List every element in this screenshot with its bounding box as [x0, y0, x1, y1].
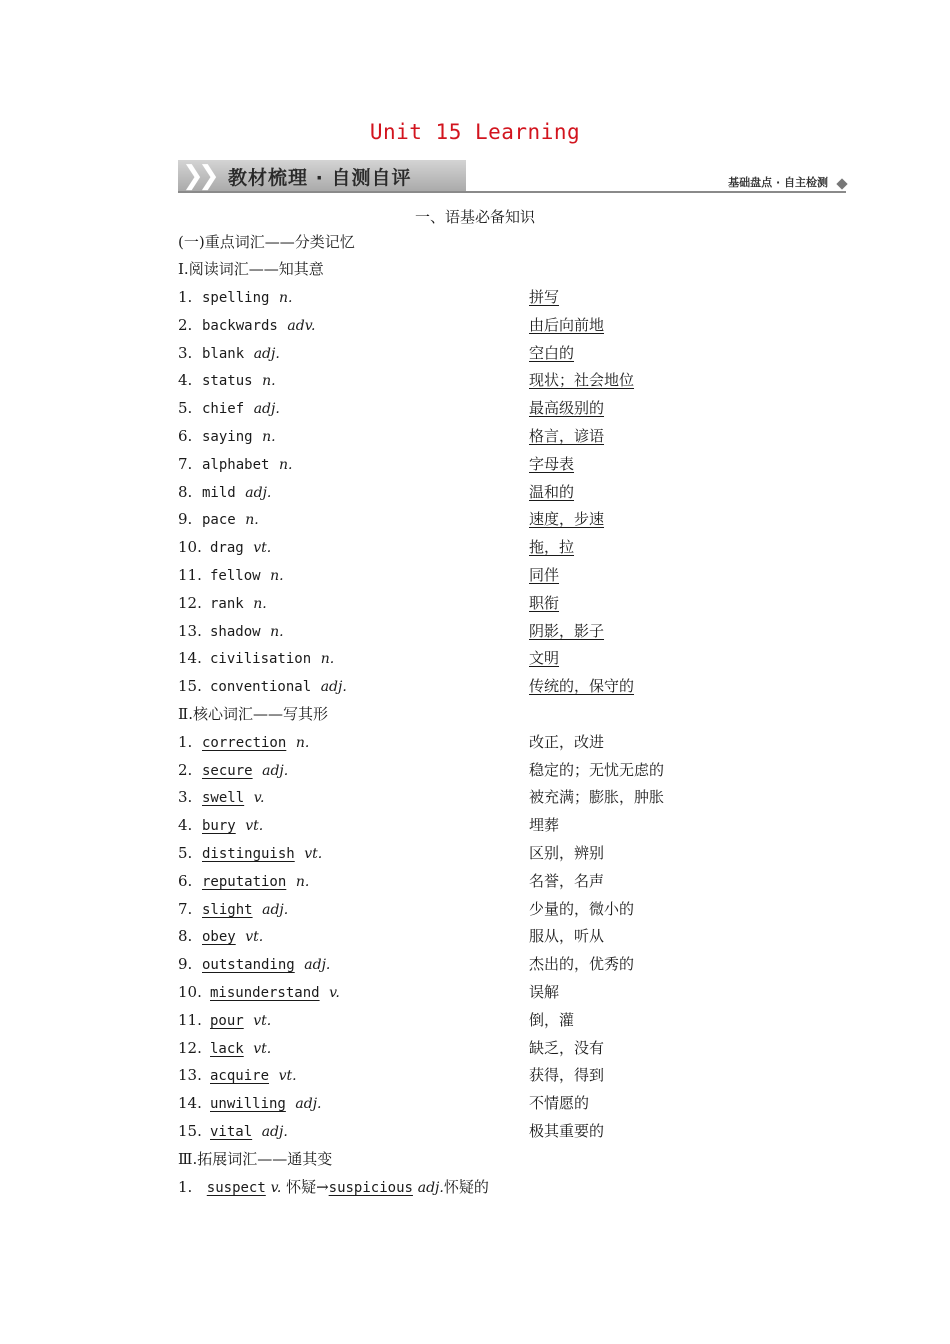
item-word: chief [202, 401, 245, 418]
item-pos: adj. [295, 1096, 322, 1113]
item-number: 7. [178, 454, 193, 473]
item-word: suspect [206, 1179, 266, 1196]
item-number: 2. [178, 760, 193, 779]
item-number: 4. [178, 371, 193, 390]
list-item [178, 480, 271, 504]
item-word: blank [202, 345, 245, 362]
list-item [178, 507, 259, 531]
item-meaning: 改正，改进 [529, 732, 605, 751]
item-pos: vt. [253, 1040, 272, 1057]
item-pos: vt. [253, 540, 272, 557]
list-item [178, 869, 309, 893]
item-word: spelling [202, 290, 270, 306]
list-item [178, 730, 309, 754]
item-word: acquire [210, 1068, 270, 1085]
item-meaning: 由后向前地 [529, 315, 605, 334]
chevron-right-icon: ❯ [198, 161, 220, 191]
item-meaning: 阴影，影子 [529, 621, 605, 640]
item-pos: n. [295, 734, 310, 751]
part-3-heading: Ⅲ.拓展词汇——通其变 [178, 1149, 333, 1168]
item-meaning: 倒，灌 [529, 1010, 575, 1029]
list-item [178, 424, 276, 448]
list-item [178, 897, 288, 921]
item-meaning: 埋葬 [529, 816, 560, 835]
item-meaning: 缺乏，没有 [529, 1038, 605, 1057]
item-word: rank [210, 595, 244, 612]
list-item [178, 674, 347, 698]
list-item [178, 313, 315, 337]
item-meaning: 获得，得到 [529, 1066, 605, 1085]
item-pos: adj. [253, 345, 280, 362]
section-banner [178, 160, 848, 194]
item-number: 11. [178, 1010, 202, 1029]
list-item [178, 1036, 271, 1060]
item-pos: adj. [262, 762, 289, 779]
item-word: pour [210, 1012, 244, 1029]
item-meaning: 同伴 [529, 566, 560, 584]
banner-subtitle: 基础盘点 · 自主检测 [728, 176, 828, 189]
item-pos: adj. [262, 901, 289, 918]
item-number: 14. [178, 649, 202, 668]
item-pos: n. [270, 568, 284, 584]
item-meaning: 速度，步速 [529, 510, 605, 529]
list-item [178, 619, 284, 643]
item-number: 15. [178, 1122, 202, 1140]
derived-word: suspicious [328, 1179, 413, 1196]
list-item [178, 563, 284, 587]
item-word: civilisation [210, 651, 312, 668]
item-pos: adj. [320, 679, 347, 696]
item-pos: vt. [304, 846, 323, 862]
item-pos: adj. [253, 401, 280, 418]
list-item [178, 646, 334, 670]
item-number: 15. [178, 677, 202, 696]
item-pos: adj. [245, 484, 272, 501]
item-word: pace [202, 512, 236, 529]
item-meaning: 服从，听从 [529, 927, 605, 946]
item-word: correction [202, 734, 287, 751]
item-number: 4. [178, 816, 193, 835]
item-pos: n. [262, 373, 276, 390]
item-meaning: 区别，辨别 [529, 844, 605, 862]
banner-rule [178, 191, 846, 193]
item-pos: n. [320, 651, 335, 668]
item-word: slight [202, 901, 253, 918]
item-number: 8. [178, 482, 193, 501]
item-pos: n. [262, 429, 276, 445]
item-word: secure [202, 762, 253, 779]
list-item [178, 452, 292, 476]
item-number: 1. [178, 1177, 193, 1196]
list-item [178, 396, 280, 420]
item-pos: n. [278, 456, 293, 473]
item-number: 7. [178, 899, 193, 918]
item-meaning: 格言，谚语 [529, 427, 605, 445]
item-meaning: 职衔 [529, 593, 560, 612]
list-item [178, 1175, 489, 1199]
item-number: 12. [178, 1038, 202, 1057]
item-meaning: 最高级别的 [529, 399, 605, 418]
item-word: conventional [210, 679, 312, 696]
item-number: 14. [178, 1094, 202, 1113]
item-pos: vt. [253, 1012, 272, 1029]
section-title: 一、语基必备知识 [414, 208, 535, 226]
item-number: 3. [178, 343, 193, 362]
item-meaning: 误解 [529, 983, 560, 1001]
item-pos: adj. [261, 1124, 288, 1140]
list-item [178, 285, 292, 309]
item-number: 2. [178, 315, 193, 334]
item-word: mild [202, 484, 236, 501]
item-number: 5. [178, 399, 193, 418]
item-number: 10. [178, 983, 202, 1001]
item-word: lack [210, 1040, 244, 1057]
item-word: unwilling [210, 1096, 286, 1113]
page-title: Unit 15 Learning [369, 120, 581, 144]
item-meaning: 传统的，保守的 [529, 677, 635, 696]
item-pos: v. [270, 1179, 282, 1196]
item-number: 6. [178, 427, 193, 445]
item-meaning: 文明 [529, 649, 560, 668]
item-number: 11. [178, 566, 202, 584]
chevron-right-icon: ❯ [182, 161, 204, 191]
item-word: saying [202, 429, 253, 445]
item-gloss: 怀疑→ [286, 1177, 329, 1196]
item-word: vital [210, 1124, 253, 1140]
item-word: outstanding [202, 957, 295, 974]
list-item [178, 1063, 297, 1087]
item-pos: vt. [278, 1068, 297, 1085]
diamond-icon [836, 178, 847, 189]
item-word: reputation [202, 873, 287, 890]
item-pos: n. [295, 873, 310, 890]
item-meaning: 拼写 [529, 288, 560, 306]
item-word: misunderstand [210, 985, 320, 1001]
part-2-heading: Ⅱ.核心词汇——写其形 [178, 705, 328, 723]
item-pos: adv. [287, 317, 316, 334]
list-item [178, 341, 280, 365]
item-meaning: 字母表 [529, 454, 575, 473]
item-number: 1. [178, 288, 193, 306]
list-item [178, 368, 276, 392]
list-item [178, 952, 330, 976]
list-item [178, 591, 267, 615]
item-pos: vt. [245, 818, 264, 835]
item-meaning: 被充满；膨胀，肿胀 [529, 788, 665, 807]
item-word: alphabet [202, 456, 270, 473]
list-item [178, 535, 271, 559]
derived-pos: adj. [417, 1179, 444, 1196]
item-number: 9. [178, 955, 193, 974]
item-meaning: 稳定的；无忧无虑的 [529, 760, 665, 779]
item-pos: n. [270, 623, 284, 640]
item-pos: v. [253, 790, 265, 807]
item-pos: n. [278, 290, 293, 306]
list-item [178, 758, 288, 782]
item-word: fellow [210, 568, 261, 584]
part-1-heading: Ⅰ.阅读词汇——知其意 [178, 260, 324, 278]
derived-gloss: 怀疑的 [443, 1177, 489, 1196]
list-item [178, 980, 340, 1004]
item-meaning: 空白的 [529, 343, 575, 362]
item-number: 3. [178, 788, 193, 807]
list-item [178, 813, 263, 837]
subsection-heading: (一)重点词汇——分类记忆 [178, 233, 355, 251]
item-pos: adj. [304, 957, 331, 974]
item-number: 1. [178, 732, 193, 751]
list-item [178, 841, 322, 865]
item-meaning: 拖，拉 [529, 538, 575, 557]
list-item [178, 1091, 322, 1115]
item-word: swell [202, 790, 245, 807]
item-word: obey [202, 929, 236, 946]
item-pos: n. [245, 512, 259, 529]
list-item [178, 924, 263, 948]
item-pos: vt. [245, 929, 264, 946]
item-meaning: 现状；社会地位 [529, 371, 635, 390]
item-meaning: 名誉，名声 [529, 871, 605, 890]
item-word: status [202, 373, 253, 390]
item-word: drag [210, 540, 244, 557]
item-number: 9. [178, 510, 193, 529]
item-number: 8. [178, 927, 193, 946]
item-number: 13. [178, 621, 202, 640]
item-word: shadow [210, 623, 261, 640]
item-word: distinguish [202, 846, 295, 862]
list-item [178, 1008, 271, 1032]
list-item [178, 1119, 288, 1143]
list-item [178, 785, 264, 809]
item-pos: v. [329, 985, 340, 1001]
item-number: 13. [178, 1066, 202, 1085]
item-word: bury [202, 818, 236, 835]
item-number: 10. [178, 538, 202, 557]
item-meaning: 温和的 [529, 482, 575, 501]
item-meaning: 少量的，微小的 [529, 899, 635, 918]
item-number: 12. [178, 593, 202, 612]
item-meaning: 不情愿的 [529, 1094, 590, 1113]
item-number: 6. [178, 871, 193, 890]
banner-heading: 教材梳理 · 自测自评 [228, 167, 412, 189]
item-word: backwards [202, 317, 278, 334]
item-pos: n. [253, 595, 267, 612]
item-number: 5. [178, 844, 193, 862]
item-meaning: 极其重要的 [529, 1122, 605, 1140]
item-meaning: 杰出的，优秀的 [529, 955, 635, 974]
